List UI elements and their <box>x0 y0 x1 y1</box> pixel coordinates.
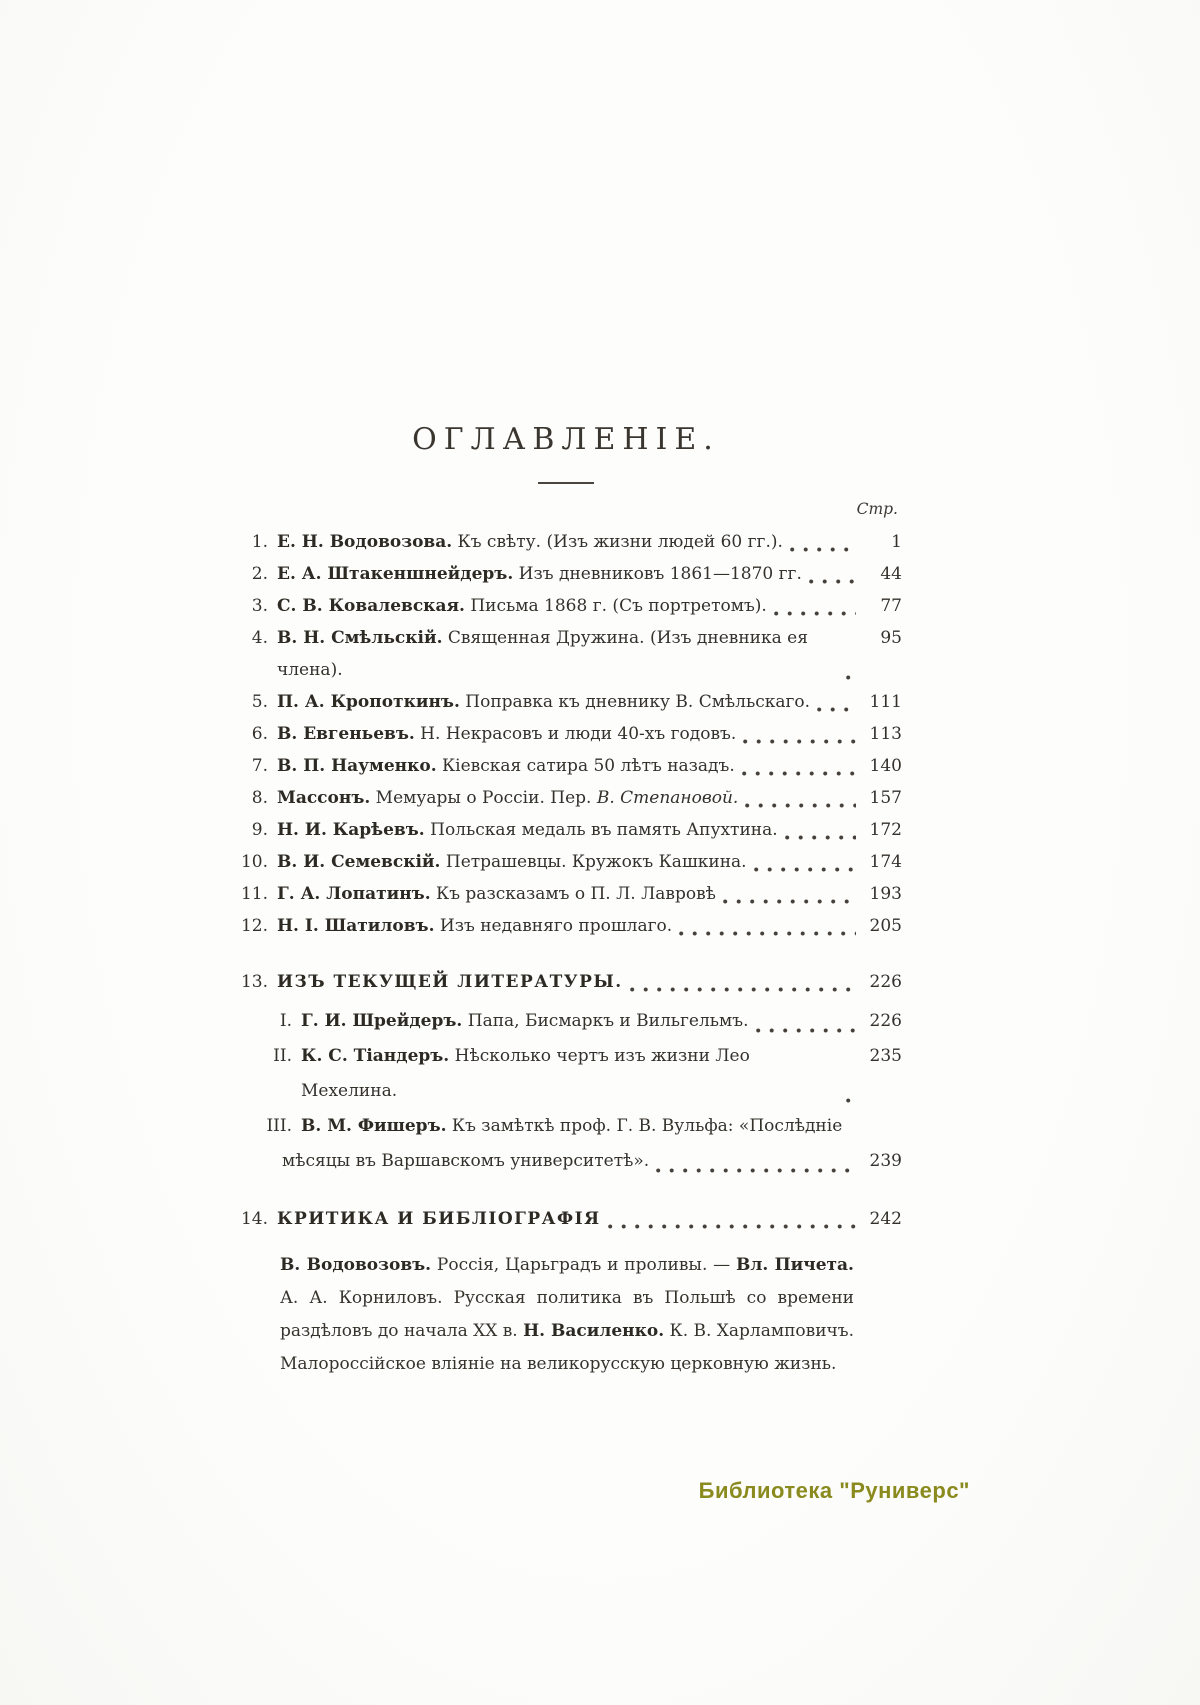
toc-entry-list <box>230 526 902 942</box>
entry-title-continued: мѣсяцы въ Варшавскомъ университетѣ». <box>282 1151 650 1171</box>
entry-title: Изъ недавняго прошлаго. <box>434 916 673 936</box>
entry-number: 1. <box>251 532 268 552</box>
toc-entry-row <box>230 558 902 590</box>
toc-subentry-3-continued <box>230 1144 902 1179</box>
entry-title: Петрашевцы. Кружокъ Кашкина. <box>440 852 747 872</box>
entry-number: 7. <box>251 756 268 776</box>
entry-title: Кіевская сатира 50 лѣтъ назадъ. <box>436 756 735 776</box>
entry-number: 6. <box>251 724 268 744</box>
annotation-author: В. Водовозовъ. <box>280 1255 432 1275</box>
entry-title: Письма 1868 г. (Съ портретомъ). <box>464 596 767 616</box>
entry-number: 13. <box>240 972 268 992</box>
entry-title: Поправка къ дневнику В. Смѣльскаго. <box>459 692 811 712</box>
dot-leader <box>774 610 856 617</box>
entry-text <box>277 526 783 558</box>
entry-text <box>277 814 778 846</box>
entry-text <box>277 878 716 910</box>
entry-number: 8. <box>251 788 268 808</box>
dot-leader <box>817 706 856 713</box>
annotation-text: А. А. Корниловъ. Русская политика въ Польшѣ со времени раздѣловъ до начала XX в. <box>280 1288 854 1341</box>
dot-leader <box>745 802 856 809</box>
annotation-text: Россія, Царьградъ и проливы. — <box>431 1255 736 1275</box>
entry-page-number: 242 <box>869 1209 902 1229</box>
entry-title: Нѣсколько чертъ изъ жизни Лео Мехелина. <box>301 1046 750 1101</box>
dot-leader <box>656 1167 856 1174</box>
toc-entry-row <box>230 846 902 878</box>
entry-author: В. Н. Смѣльскій. <box>277 628 443 648</box>
entry-page-number: 157 <box>869 788 902 808</box>
dot-leader <box>679 930 856 937</box>
entry-author: В. П. Науменко. <box>277 756 437 776</box>
toc-subentry-list <box>230 1004 902 1179</box>
entry-author: В. М. Фишеръ. <box>301 1116 447 1136</box>
entry-text <box>301 1039 839 1109</box>
entry-number: III. <box>266 1116 292 1136</box>
dot-leader <box>743 738 856 745</box>
entry-title-italic: В. Степановой. <box>596 788 739 808</box>
entry-title: Къ свѣту. (Изъ жизни людей 60 гг.). <box>452 532 783 552</box>
entry-author: Г. А. Лопатинъ. <box>277 884 431 904</box>
toc-section-14 <box>230 1203 902 1235</box>
toc-entry-row <box>230 782 902 814</box>
annotation-paragraph <box>280 1249 854 1381</box>
entry-author: Г. И. Шрейдеръ. <box>301 1011 463 1031</box>
entry-author: Н. І. Шатиловъ. <box>277 916 435 936</box>
toc-content <box>230 422 902 1381</box>
entry-number: 3. <box>251 596 268 616</box>
entry-author: К. С. Тіандеръ. <box>301 1046 450 1066</box>
toc-subentry-2 <box>230 1039 902 1109</box>
entry-page-number: 111 <box>869 692 902 712</box>
entry-title: Н. Некрасовъ и люди 40-хъ годовъ. <box>414 724 737 744</box>
entry-author: Е. А. Штакеншнейдеръ. <box>277 564 514 584</box>
entry-author: Е. Н. Водовозова. <box>277 532 453 552</box>
entry-page-number: 1 <box>891 532 902 552</box>
entry-number: 2. <box>251 564 268 584</box>
section-title: КРИТИКА И БИБЛІОГРАФІЯ <box>277 1209 601 1229</box>
watermark: Библиотека "Руниверс" <box>698 1478 970 1503</box>
dot-leader <box>785 834 856 841</box>
dot-leader <box>723 898 856 905</box>
toc-entry-row <box>230 526 902 558</box>
toc-section-13 <box>230 966 902 998</box>
toc-entry-row <box>230 878 902 910</box>
entry-text <box>301 1109 842 1144</box>
entry-title: Изъ дневниковъ 1861—1870 гг. <box>513 564 802 584</box>
entry-author: С. В. Ковалевская. <box>277 596 465 616</box>
entry-number: 5. <box>251 692 268 712</box>
entry-number: II. <box>273 1046 292 1066</box>
entry-page-number: 235 <box>869 1046 902 1066</box>
entry-number: 12. <box>240 916 268 936</box>
entry-page-number: 193 <box>869 884 902 904</box>
entry-author: В. Евгеньевъ. <box>277 724 415 744</box>
toc-subentry-1 <box>230 1004 902 1039</box>
annotation-text: К. В. Харламповичъ. Малороссійское вліяніе на великорусскую церковную жизнь. <box>280 1321 855 1374</box>
entry-title: Къ разсказамъ о П. Л. Лавровѣ <box>430 884 716 904</box>
entry-number: 14. <box>240 1209 268 1229</box>
entry-page-number: 95 <box>880 628 902 648</box>
entry-text <box>277 718 736 750</box>
entry-text <box>277 622 839 686</box>
entry-page-number: 226 <box>869 1011 902 1031</box>
entry-title: Священная Дружина. (Изъ дневника ея члена). <box>277 628 808 680</box>
entry-text <box>277 782 738 814</box>
entry-text <box>277 846 747 878</box>
entry-number: 4. <box>251 628 268 648</box>
dot-leader <box>742 770 856 777</box>
page-column-header: Стр. <box>856 500 898 518</box>
annotation-author: Вл. Пичета. <box>735 1255 854 1275</box>
entry-page-number: 140 <box>869 756 902 776</box>
entry-author: В. И. Семевскій. <box>277 852 441 872</box>
entry-text <box>277 558 802 590</box>
entry-page-number: 226 <box>869 972 902 992</box>
page-title: ОГЛАВЛЕНІЕ. <box>412 422 720 457</box>
dot-leader <box>756 1027 857 1034</box>
entry-page-number: 44 <box>880 564 902 584</box>
toc-entry-row <box>230 750 902 782</box>
toc-entry-row <box>230 718 902 750</box>
dot-leader <box>846 1097 856 1104</box>
entry-number: I. <box>279 1011 292 1031</box>
entry-number: 9. <box>251 820 268 840</box>
section-title: ИЗЪ ТЕКУЩЕЙ ЛИТЕРАТУРЫ. <box>277 972 623 992</box>
toc-entry-row <box>230 590 902 622</box>
dot-leader <box>790 546 856 553</box>
dot-leader <box>809 578 856 585</box>
dot-leader <box>608 1223 856 1230</box>
toc-entry-row <box>230 622 902 686</box>
entry-page-number: 113 <box>869 724 902 744</box>
entry-title: Мемуары о Россіи. Пер. <box>370 788 597 808</box>
dot-leader <box>754 866 856 873</box>
entry-author: Массонъ. <box>277 788 371 808</box>
toc-subentry-3 <box>230 1109 902 1144</box>
title-rule <box>538 482 594 484</box>
entry-number: 11. <box>240 884 268 904</box>
entry-title: Польская медаль въ память Апухтина. <box>424 820 778 840</box>
dot-leader <box>846 674 856 681</box>
annotation-author: Н. Василенко. <box>523 1321 665 1341</box>
toc-entry-row <box>230 814 902 846</box>
entry-page-number: 172 <box>869 820 902 840</box>
entry-author: П. А. Кропоткинъ. <box>277 692 460 712</box>
entry-title: Къ замѣткѣ проф. Г. В. Вульфа: «Послѣдніе <box>446 1116 843 1136</box>
toc-entry-row <box>230 910 902 942</box>
entry-page-number: 174 <box>869 852 902 872</box>
entry-text <box>277 910 672 942</box>
entry-page-number: 77 <box>880 596 902 616</box>
dot-leader <box>630 986 856 993</box>
entry-number: 10. <box>240 852 268 872</box>
entry-page-number: 239 <box>869 1151 902 1171</box>
entry-title: Папа, Бисмаркъ и Вильгельмъ. <box>462 1011 749 1031</box>
entry-text <box>277 750 735 782</box>
entry-text <box>301 1004 749 1039</box>
entry-author: Н. И. Карѣевъ. <box>277 820 425 840</box>
entry-page-number: 205 <box>869 916 902 936</box>
toc-entry-row <box>230 686 902 718</box>
entry-text <box>277 686 810 718</box>
entry-text <box>277 590 767 622</box>
